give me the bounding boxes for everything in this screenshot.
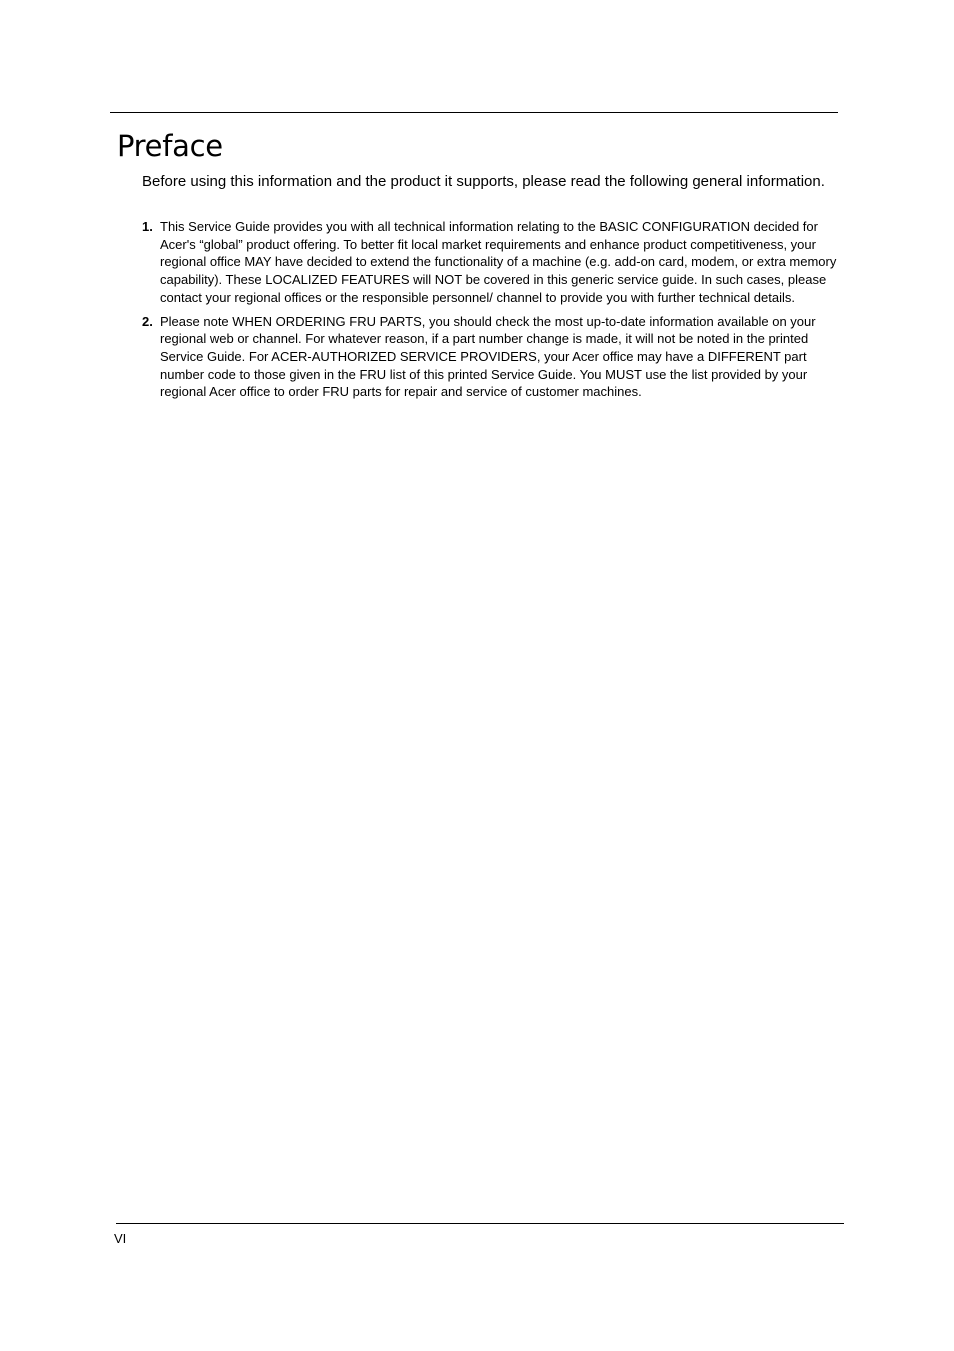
list-item-text: This Service Guide provides you with all technical information relating to the BASIC CONFIGURATION decided for Acer's “global” product offering. To better fit local market requirements and enhance product competitiveness, your regional office MAY have decided to extend the functionality of a machine (e.g. add-on card, modem, or extra memory capability). These LOCALIZED FEATURES will NOT be covered in this generic service guide. In such cases, please contact your regional offices or the responsible personnel/ channel to provide you with further technical details.	[160, 219, 837, 305]
list-item-text: Please note WHEN ORDERING FRU PARTS, you should check the most up-to-date information available on your regional web or channel. For whatever reason, if a part number change is made, it will not be noted in the printed Service Guide. For ACER-AUTHORIZED SERVICE PROVIDERS, your Acer office may have a DIFFERENT part number code to those given in the FRU list of this printed Service Guide. You MUST use the list provided by your regional Acer office to order FRU parts for repair and service of customer machines.	[160, 313, 816, 400]
page-title: Preface	[117, 129, 223, 163]
list-item	[142, 313, 840, 402]
list-item-number: 1.	[142, 219, 153, 234]
page-number: VI	[114, 1231, 127, 1246]
footer-divider	[116, 1223, 844, 1224]
header-divider	[110, 112, 838, 113]
list-item-number: 2.	[142, 313, 153, 329]
list-item	[142, 218, 840, 307]
notes-list	[142, 218, 840, 407]
intro-paragraph: Before using this information and the product it supports, please read the following general information.	[142, 173, 825, 190]
